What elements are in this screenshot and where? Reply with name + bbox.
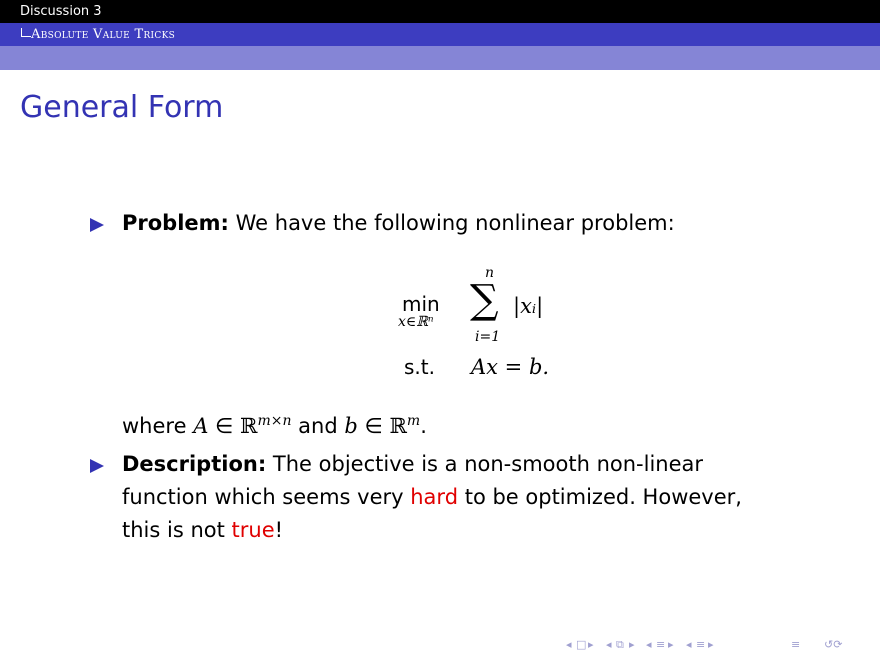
in-symbol: ∈ xyxy=(208,414,241,438)
description-line-2 xyxy=(122,485,742,509)
and-word: and xyxy=(291,414,345,438)
sum-symbol: ∑ xyxy=(470,277,499,323)
min-subscript: x∈ℝⁿ xyxy=(398,314,434,330)
problem-text: We have the following nonlinear problem: xyxy=(235,211,675,235)
section-icon[interactable]: ≡ xyxy=(656,638,666,651)
dimension-mn: m×n xyxy=(257,413,292,429)
nav-right-icon[interactable]: ▸ xyxy=(588,638,594,651)
sum-upper-limit: n xyxy=(485,265,495,281)
matrix-A: A xyxy=(193,414,209,438)
lecture-title: Discussion 3 xyxy=(20,4,102,19)
subject-to: s.t. xyxy=(404,355,435,379)
where-line xyxy=(122,413,427,438)
dimension-m: m xyxy=(406,413,421,429)
frame-icon[interactable]: □ xyxy=(576,638,587,651)
chapter-right-icon[interactable]: ▸ xyxy=(708,638,714,651)
in-symbol: ∈ xyxy=(357,414,390,438)
sum-lower-limit: i=1 xyxy=(475,329,501,345)
bullet-icon xyxy=(90,218,104,232)
problem-label: Problem: xyxy=(122,211,229,235)
problem-line xyxy=(122,211,675,235)
description-line-3 xyxy=(122,518,283,542)
hard-emphasis: hard xyxy=(410,485,459,509)
description-line-1 xyxy=(122,452,703,476)
section-left-icon[interactable]: ◂ xyxy=(646,638,652,651)
align-icon[interactable]: ≡ xyxy=(791,638,801,651)
constraint: Ax = b. xyxy=(471,355,550,379)
header-bar xyxy=(0,0,880,23)
tree-corner-icon xyxy=(21,28,31,37)
description-text-2b: to be optimized. However, xyxy=(458,485,742,509)
nav-left-icon[interactable]: ◂ xyxy=(566,638,572,651)
exclamation: ! xyxy=(274,518,284,542)
objective-term: |xᵢ| xyxy=(513,294,544,318)
subsection-icon[interactable]: ⧉ xyxy=(616,638,624,651)
true-emphasis: true xyxy=(231,518,275,542)
description-text-2a: function which seems very xyxy=(122,485,411,509)
description-label: Description: xyxy=(122,452,267,476)
navigation-controls xyxy=(566,638,868,654)
period: . xyxy=(420,414,427,438)
bullet-icon xyxy=(90,459,104,473)
section-bar xyxy=(0,23,880,46)
reals-symbol: ℝ xyxy=(240,414,258,438)
where-word: where xyxy=(122,414,194,438)
slide-title: General Form xyxy=(20,90,224,125)
vector-b: b xyxy=(344,414,358,438)
description-text-1: The objective is a non-smooth non-linear xyxy=(272,452,704,476)
header-band xyxy=(0,46,880,70)
section-title: Absolute Value Tricks xyxy=(31,27,176,42)
search-icon[interactable]: ↺⟳ xyxy=(824,638,843,651)
description-text-3a: this is not xyxy=(122,518,232,542)
section-right-icon[interactable]: ▸ xyxy=(668,638,674,651)
reals-symbol: ℝ xyxy=(389,414,407,438)
chapter-icon[interactable]: ≡ xyxy=(696,638,706,651)
subsection-right-icon[interactable]: ▸ xyxy=(629,638,635,651)
min-operator: min xyxy=(402,292,440,316)
chapter-left-icon[interactable]: ◂ xyxy=(686,638,692,651)
subsection-left-icon[interactable]: ◂ xyxy=(606,638,612,651)
